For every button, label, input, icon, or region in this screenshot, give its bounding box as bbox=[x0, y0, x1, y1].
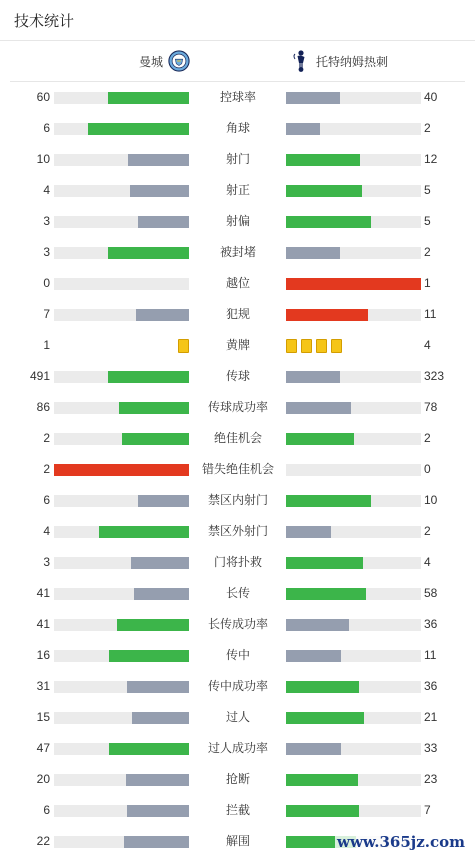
away-bar-fill bbox=[286, 309, 368, 321]
stat-row bbox=[0, 330, 475, 361]
yellow-card-icon bbox=[331, 339, 342, 353]
away-bar-fill bbox=[286, 805, 359, 817]
away-bar-track bbox=[286, 774, 421, 786]
home-bar-track bbox=[54, 247, 189, 259]
stat-label: 过人 bbox=[225, 710, 250, 724]
home-bar-fill bbox=[131, 557, 189, 569]
home-bar-fill bbox=[99, 526, 189, 538]
manchester-city-crest-icon bbox=[168, 50, 190, 72]
stat-row bbox=[0, 361, 475, 392]
home-value: 3 bbox=[43, 555, 50, 569]
stat-label: 传球 bbox=[225, 369, 250, 383]
stat-label: 黄牌 bbox=[225, 338, 250, 352]
home-bar-track bbox=[54, 743, 189, 755]
home-bar-fill bbox=[127, 805, 189, 817]
stat-row bbox=[0, 237, 475, 268]
stat-row bbox=[0, 299, 475, 330]
away-bar-fill bbox=[286, 216, 371, 228]
home-bar-track bbox=[54, 402, 189, 414]
away-team-name: 托特纳姆热刺 bbox=[316, 54, 389, 69]
stat-row bbox=[0, 609, 475, 640]
yellow-card-icon bbox=[286, 339, 297, 353]
home-bar-fill bbox=[128, 154, 189, 166]
stat-label: 传中成功率 bbox=[207, 679, 268, 693]
home-bar-fill bbox=[108, 92, 189, 104]
stat-row bbox=[0, 82, 475, 113]
away-bar-track bbox=[286, 185, 421, 197]
away-value: 323 bbox=[424, 369, 445, 383]
away-bar-track bbox=[286, 433, 421, 445]
teams-header bbox=[10, 41, 465, 82]
stat-row bbox=[0, 485, 475, 516]
home-bar-fill bbox=[117, 619, 189, 631]
home-value: 22 bbox=[36, 834, 50, 848]
stat-label: 射正 bbox=[225, 183, 250, 197]
away-value: 11 bbox=[424, 648, 437, 662]
away-bar-track bbox=[286, 650, 421, 662]
away-bar-fill bbox=[286, 588, 366, 600]
away-bar-track bbox=[286, 495, 421, 507]
home-bar-track bbox=[54, 495, 189, 507]
page-title: 技术统计 bbox=[0, 0, 475, 41]
home-value: 47 bbox=[36, 741, 50, 755]
away-bar-fill bbox=[286, 123, 320, 135]
away-value: 4 bbox=[424, 555, 431, 569]
home-value: 60 bbox=[36, 90, 50, 104]
away-bar-track bbox=[286, 557, 421, 569]
home-value: 31 bbox=[36, 679, 50, 693]
home-bar-fill bbox=[138, 216, 189, 228]
home-value: 491 bbox=[29, 369, 50, 383]
away-bar-fill bbox=[286, 92, 340, 104]
home-value: 2 bbox=[43, 431, 50, 445]
away-value: 5 bbox=[424, 183, 431, 197]
home-bar-track bbox=[54, 371, 189, 383]
away-bar-fill bbox=[286, 371, 340, 383]
away-bar-fill bbox=[286, 402, 351, 414]
away-bar-fill bbox=[286, 526, 331, 538]
home-bar-track bbox=[54, 185, 189, 197]
home-bar-track bbox=[54, 309, 189, 321]
away-value: 2 bbox=[424, 524, 431, 538]
home-bar-fill bbox=[119, 402, 189, 414]
home-value: 41 bbox=[36, 617, 50, 631]
away-bar-track bbox=[286, 681, 421, 693]
away-bar-track bbox=[286, 278, 421, 290]
away-value: 78 bbox=[424, 400, 438, 414]
home-value: 41 bbox=[36, 586, 50, 600]
home-bar-track bbox=[54, 278, 189, 290]
away-bar-track bbox=[286, 526, 421, 538]
stat-row bbox=[0, 206, 475, 237]
stat-label: 传中 bbox=[225, 648, 250, 662]
stat-label: 被封堵 bbox=[219, 245, 256, 259]
stat-label: 解围 bbox=[225, 834, 250, 848]
home-bar-track bbox=[54, 526, 189, 538]
away-bar-fill bbox=[286, 712, 364, 724]
stat-row bbox=[0, 764, 475, 795]
home-bar-fill bbox=[127, 681, 189, 693]
away-bar-fill bbox=[286, 619, 349, 631]
stat-label: 控球率 bbox=[219, 90, 256, 104]
home-bar-track bbox=[54, 712, 189, 724]
home-value: 10 bbox=[36, 152, 50, 166]
home-bar-track bbox=[54, 836, 189, 848]
home-bar-track bbox=[54, 557, 189, 569]
watermark: www.365jz.com bbox=[337, 833, 465, 851]
home-bar-fill bbox=[108, 247, 189, 259]
stat-label: 禁区外射门 bbox=[207, 524, 268, 538]
stat-row bbox=[0, 702, 475, 733]
stat-label: 绝佳机会 bbox=[213, 431, 262, 445]
away-value: 2 bbox=[424, 245, 431, 259]
stat-row bbox=[0, 144, 475, 175]
home-bar-track bbox=[54, 92, 189, 104]
away-bar-track bbox=[286, 588, 421, 600]
home-bar-fill bbox=[134, 588, 189, 600]
away-bar-fill bbox=[286, 681, 359, 693]
home-value: 6 bbox=[43, 121, 50, 135]
home-value: 6 bbox=[43, 803, 50, 817]
away-value: 36 bbox=[424, 617, 438, 631]
home-bar-track bbox=[54, 774, 189, 786]
stat-label: 拦截 bbox=[225, 803, 250, 817]
stat-row bbox=[0, 392, 475, 423]
away-value: 23 bbox=[424, 772, 438, 786]
home-bar-track bbox=[54, 154, 189, 166]
away-value: 58 bbox=[424, 586, 438, 600]
stats-list bbox=[0, 82, 475, 857]
yellow-card-icon bbox=[316, 339, 327, 353]
home-bar-fill bbox=[124, 836, 189, 848]
yellow-card-icon bbox=[178, 339, 189, 353]
stat-label: 禁区内射门 bbox=[207, 493, 268, 507]
away-value: 1 bbox=[424, 276, 431, 290]
away-team[interactable] bbox=[292, 41, 388, 81]
away-value: 4 bbox=[424, 338, 431, 352]
yellow-card-icon bbox=[301, 339, 312, 353]
away-bar-track bbox=[286, 402, 421, 414]
home-team-name: 曼城 bbox=[138, 54, 163, 69]
away-value: 5 bbox=[424, 214, 431, 228]
away-value: 7 bbox=[424, 803, 431, 817]
away-bar-track bbox=[286, 92, 421, 104]
away-bar-track bbox=[286, 743, 421, 755]
home-bar-fill bbox=[108, 371, 189, 383]
home-value: 0 bbox=[43, 276, 50, 290]
away-bar-track bbox=[286, 712, 421, 724]
away-bar-track bbox=[286, 371, 421, 383]
home-bar-track bbox=[54, 464, 189, 476]
away-bar-fill bbox=[286, 774, 358, 786]
home-bar-fill bbox=[88, 123, 189, 135]
away-bar-track bbox=[286, 805, 421, 817]
home-bar-fill bbox=[122, 433, 190, 445]
stat-row bbox=[0, 578, 475, 609]
stat-row bbox=[0, 516, 475, 547]
home-bar-track bbox=[54, 681, 189, 693]
away-bar-fill bbox=[286, 743, 341, 755]
away-bar-fill bbox=[286, 185, 362, 197]
home-bar-track bbox=[54, 619, 189, 631]
away-bar-track bbox=[286, 247, 421, 259]
away-value: 21 bbox=[424, 710, 438, 724]
home-bar-fill bbox=[136, 309, 189, 321]
home-bar-track bbox=[54, 216, 189, 228]
stat-label: 射门 bbox=[225, 152, 250, 166]
home-value: 86 bbox=[36, 400, 50, 414]
away-value: 33 bbox=[424, 741, 438, 755]
away-value: 40 bbox=[424, 90, 438, 104]
stat-label: 长传成功率 bbox=[207, 617, 268, 631]
home-bar-fill bbox=[126, 774, 189, 786]
home-value: 3 bbox=[43, 214, 50, 228]
away-bar-track bbox=[286, 154, 421, 166]
stat-row bbox=[0, 175, 475, 206]
home-value: 6 bbox=[43, 493, 50, 507]
away-bar-fill bbox=[286, 495, 371, 507]
away-value: 36 bbox=[424, 679, 438, 693]
home-bar-fill bbox=[109, 743, 189, 755]
home-bar-track bbox=[54, 805, 189, 817]
home-value: 15 bbox=[36, 710, 50, 724]
away-bar-track bbox=[286, 464, 421, 476]
stat-label: 传球成功率 bbox=[207, 400, 268, 414]
home-value: 4 bbox=[43, 183, 50, 197]
away-value: 12 bbox=[424, 152, 438, 166]
home-value: 1 bbox=[43, 338, 50, 352]
away-value: 11 bbox=[424, 307, 437, 321]
away-bar-track bbox=[286, 123, 421, 135]
stat-row bbox=[0, 795, 475, 826]
away-value: 10 bbox=[424, 493, 438, 507]
stat-label: 过人成功率 bbox=[207, 741, 268, 755]
away-bar-track bbox=[286, 619, 421, 631]
home-yellow-cards bbox=[178, 339, 189, 352]
home-bar-track bbox=[54, 123, 189, 135]
home-team[interactable] bbox=[10, 41, 190, 81]
home-bar-fill bbox=[109, 650, 189, 662]
home-bar-track bbox=[54, 650, 189, 662]
home-bar-fill bbox=[54, 464, 189, 476]
home-value: 3 bbox=[43, 245, 50, 259]
away-bar-fill bbox=[286, 650, 341, 662]
away-yellow-cards bbox=[286, 339, 342, 352]
stat-row bbox=[0, 423, 475, 454]
away-value: 0 bbox=[424, 462, 431, 476]
stat-label: 越位 bbox=[225, 276, 250, 290]
home-value: 7 bbox=[43, 307, 50, 321]
stat-row bbox=[0, 547, 475, 578]
stat-label: 射偏 bbox=[225, 214, 250, 228]
stat-label: 长传 bbox=[225, 586, 250, 600]
away-bar-fill bbox=[286, 154, 360, 166]
away-bar-fill bbox=[286, 557, 363, 569]
away-value: 2 bbox=[424, 121, 431, 135]
home-bar-track bbox=[54, 433, 189, 445]
stat-row bbox=[0, 671, 475, 702]
away-value: 2 bbox=[424, 431, 431, 445]
home-bar-fill bbox=[130, 185, 189, 197]
away-bar-fill bbox=[286, 247, 340, 259]
stat-row bbox=[0, 268, 475, 299]
stat-row bbox=[0, 640, 475, 671]
home-bar-track bbox=[54, 588, 189, 600]
stat-label: 角球 bbox=[225, 121, 250, 135]
tottenham-cockerel-icon bbox=[292, 49, 310, 73]
away-bar-track bbox=[286, 309, 421, 321]
stat-row bbox=[0, 454, 475, 485]
home-bar-fill bbox=[132, 712, 189, 724]
home-bar-fill bbox=[138, 495, 189, 507]
away-bar-track bbox=[286, 216, 421, 228]
away-bar-fill bbox=[286, 433, 354, 445]
stat-label: 错失绝佳机会 bbox=[201, 462, 274, 476]
home-value: 4 bbox=[43, 524, 50, 538]
stat-row bbox=[0, 733, 475, 764]
stat-row bbox=[0, 113, 475, 144]
home-value: 20 bbox=[36, 772, 50, 786]
home-value: 16 bbox=[36, 648, 50, 662]
stat-label: 犯规 bbox=[225, 307, 250, 321]
home-value: 2 bbox=[43, 462, 50, 476]
stat-label: 抢断 bbox=[225, 772, 250, 786]
stat-label: 门将扑救 bbox=[213, 555, 262, 569]
away-bar-fill bbox=[286, 278, 421, 290]
